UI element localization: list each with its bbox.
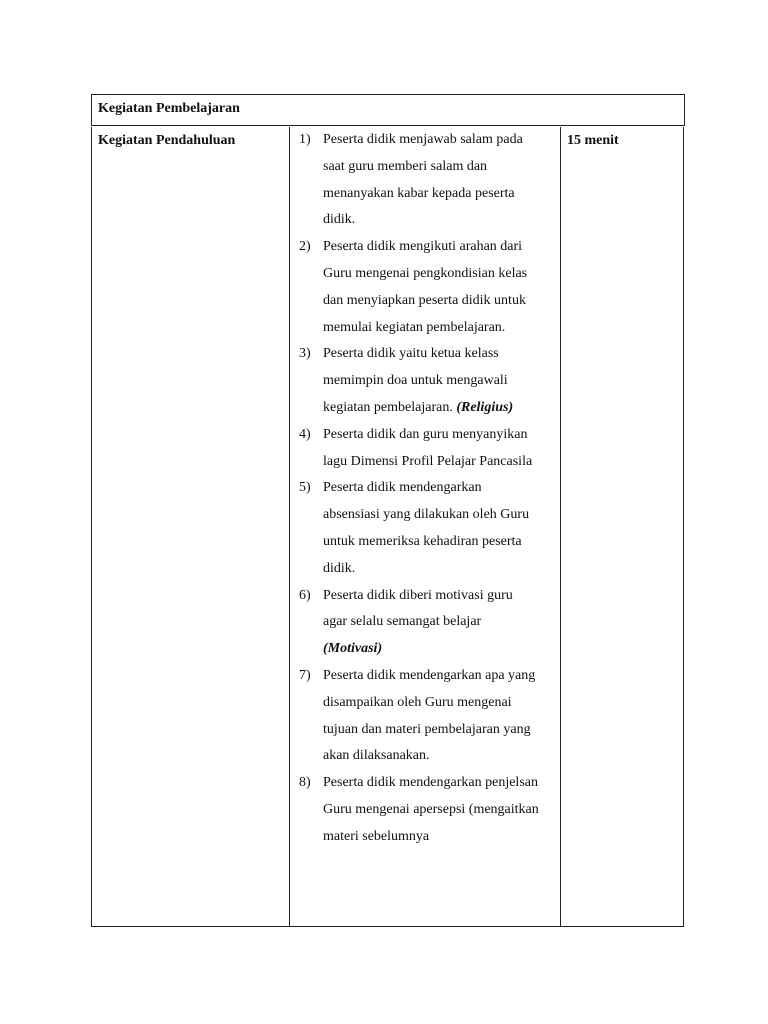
list-item xyxy=(299,341,539,421)
list-item xyxy=(299,475,539,582)
item-number: 2) xyxy=(299,239,311,255)
character-tag: (Religius) xyxy=(456,399,514,415)
list-item xyxy=(299,234,539,341)
table-title: Kegiatan Pembelajaran xyxy=(98,101,240,116)
table-header xyxy=(91,94,685,126)
item-number: 7) xyxy=(299,667,311,683)
item-number: 1) xyxy=(299,132,311,147)
column-divider xyxy=(560,127,561,926)
character-tag: (Motivasi) xyxy=(323,641,383,657)
item-text: Peserta didik diberi motivasi guru agar selalu semangat belajar xyxy=(323,587,513,630)
item-text: Peserta didik dan guru menyanyikan lagu Dimensi Profil Pelajar Pancasila xyxy=(323,426,533,469)
list-item xyxy=(299,663,539,770)
item-number: 4) xyxy=(299,426,311,442)
item-text: Peserta didik menjawab salam pada saat guru memberi salam dan menanyakan kabar kepada peserta didik. xyxy=(323,132,523,228)
list-item xyxy=(299,770,539,850)
item-text: Peserta didik mengikuti arahan dari Guru mengenai pengkondisian kelas dan menyiapkan peserta didik untuk memulai kegiatan pembelajaran. xyxy=(323,239,528,335)
item-number: 6) xyxy=(299,587,311,603)
list-item xyxy=(299,422,539,476)
activity-table xyxy=(91,127,684,927)
item-number: 3) xyxy=(299,346,311,362)
column-divider xyxy=(289,127,290,926)
activity-duration: 15 menit xyxy=(567,133,619,148)
item-text: Peserta didik mendengarkan penjelsan Guru mengenai apersepsi (mengaitkan materi sebelumnya xyxy=(323,775,539,844)
activity-name: Kegiatan Pendahuluan xyxy=(98,133,236,148)
list-item xyxy=(299,583,539,663)
list-item xyxy=(299,127,539,234)
item-text: Peserta didik mendengarkan absensiasi yang dilakukan oleh Guru untuk memeriksa kehadiran peserta didik. xyxy=(323,480,530,576)
item-text: Peserta didik mendengarkan apa yang disampaikan oleh Guru mengenai tujuan dan materi pembelajaran yang akan dilaksanakan. xyxy=(323,667,536,764)
item-text: Peserta didik yaitu ketua kelass memimpin doa untuk mengawali kegiatan pembelajaran. xyxy=(323,346,508,415)
item-number: 5) xyxy=(299,480,311,496)
item-number: 8) xyxy=(299,775,311,791)
activity-steps xyxy=(299,127,539,851)
